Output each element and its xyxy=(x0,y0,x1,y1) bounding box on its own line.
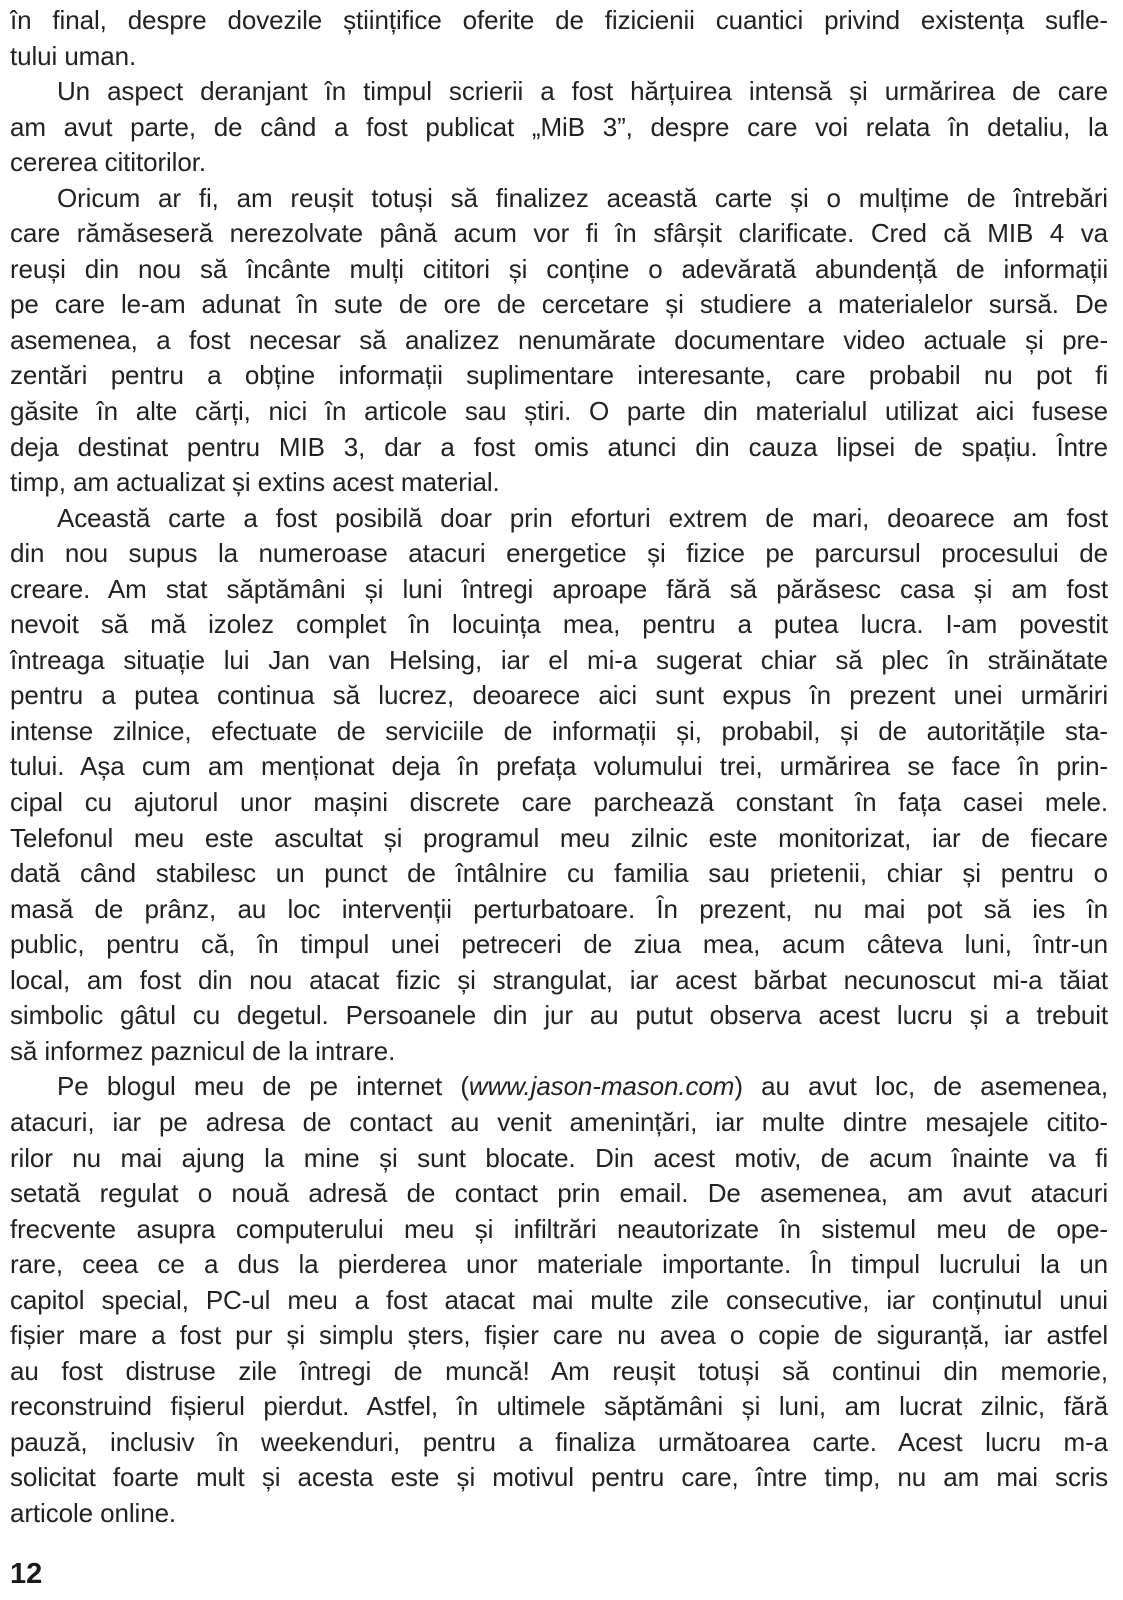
text-line: articole online. xyxy=(10,1497,177,1528)
text-line: setată regulat o nouă adresă de contact prin email. De asemenea, am avut atacuri xyxy=(10,1178,1108,1209)
text-line: din nou supus la numeroase atacuri energetice și fizice pe parcursul procesului de xyxy=(10,538,1108,569)
text-line: masă de prânz, au loc intervenții perturbatoare. În prezent, nu mai pot să ies în xyxy=(10,893,1108,924)
text-line: capitol special, PC-ul meu a fost atacat mai multe zile consecutive, iar conținutul unui xyxy=(10,1284,1108,1315)
text-line: rilor nu mai ajung la mine și sunt blocate. Din acest motiv, de acum înainte va fi xyxy=(10,1142,1108,1173)
url-text: www.jason-mason.com xyxy=(468,1071,735,1102)
text-line xyxy=(10,1069,1108,1105)
page-text xyxy=(10,3,1108,1532)
text-line: am avut parte, de când a fost publicat „MiB 3”, despre care voi relata în detaliu, la xyxy=(10,111,1108,142)
paragraph xyxy=(10,1069,1108,1531)
paragraph xyxy=(10,181,1108,501)
text-line: timp, am actualizat și extins acest material. xyxy=(10,467,500,498)
text-line: Un aspect deranjant în timpul scrierii a fost hărțuirea intensă și urmărirea de care xyxy=(57,76,1108,107)
text-line: reuși din nou să încânte mulți cititori și conține o adevărată abundență de informații xyxy=(10,253,1108,284)
text-line: intense zilnice, efectuate de serviciile de informații și, probabil, și de autoritățile sta- xyxy=(10,715,1108,746)
paragraph xyxy=(10,501,1108,1070)
text-line: simbolic gâtul cu degetul. Persoanele din jur au putut observa acest lucru și a trebuit xyxy=(10,1000,1108,1031)
text-line: în final, despre dovezile științifice oferite de fizicienii cuantici privind existența sufle- xyxy=(10,5,1108,35)
text-line: Această carte a fost posibilă doar prin eforturi extrem de mari, deoarece am fost xyxy=(57,502,1108,533)
text-line: public, pentru că, în timpul unei petreceri de ziua mea, acum câteva luni, într-un xyxy=(10,929,1108,960)
paragraph xyxy=(10,74,1108,181)
text-line: întreaga situație lui Jan van Helsing, iar el mi-a sugerat chiar să plec în străinătate xyxy=(10,644,1108,675)
text-line: zentări pentru a obține informații suplimentare interesante, care probabil nu pot fi xyxy=(10,360,1108,391)
text-line: dată când stabilesc un punct de întâlnire cu familia sau prietenii, chiar și pentru o xyxy=(10,858,1108,889)
text-line: atacuri, iar pe adresa de contact au venit amenințări, iar multe dintre mesajele citito- xyxy=(10,1106,1108,1137)
text-line: au fost distruse zile întregi de muncă! Am reușit totuși să continui din memorie, xyxy=(10,1355,1108,1386)
text-segment: ) au avut loc, de asemenea, xyxy=(734,1071,1108,1102)
text-line: local, am fost din nou atacat fizic și strangulat, iar acest bărbat necunoscut mi-a tăiat xyxy=(10,964,1108,995)
text-line: cererea cititorilor. xyxy=(10,147,206,178)
text-line: solicitat foarte mult și acesta este și motivul pentru care, între timp, nu am mai scris xyxy=(10,1462,1108,1493)
text-line: pe care le-am adunat în sute de ore de cercetare și studiere a materialelor sursă. De xyxy=(10,289,1108,320)
text-line: tului. Așa cum am menționat deja în prefața volumului trei, urmărirea se face în prin- xyxy=(10,751,1108,782)
paragraph xyxy=(10,3,1108,74)
text-line: găsite în alte cărți, nici în articole sau știri. O parte din materialul utilizat aici fusese xyxy=(10,396,1108,427)
text-line: deja destinat pentru MIB 3, dar a fost omis atunci din cauza lipsei de spațiu. Între xyxy=(10,431,1108,462)
text-line: asemenea, a fost necesar să analizez nenumărate documentare video actuale și pre- xyxy=(10,324,1108,355)
page-number: 12 xyxy=(10,1557,43,1590)
text-line: reconstruind fișierul pierdut. Astfel, în ultimele săptămâni și luni, am lucrat zilnic, fără xyxy=(10,1391,1108,1422)
text-line: nevoit să mă izolez complet în locuința mea, pentru a putea lucra. I-am povestit xyxy=(10,609,1108,640)
text-line: creare. Am stat săptămâni și luni întregi aproape fără să părăsesc casa și am fost xyxy=(10,573,1108,604)
text-segment: Pe blogul meu de pe internet ( xyxy=(57,1071,469,1102)
text-line: Telefonul meu este ascultat și programul meu zilnic este monitorizat, iar de fiecare xyxy=(10,822,1108,853)
text-line: Oricum ar fi, am reușit totuși să finalizez această carte și o mulțime de întrebări xyxy=(57,182,1108,213)
text-line: care rămăseseră nerezolvate până acum vor fi în sfârșit clarificate. Cred că MIB 4 va xyxy=(10,218,1108,249)
text-line: cipal cu ajutorul unor mașini discrete care parchează constant în fața casei mele. xyxy=(10,787,1108,818)
text-line: pauză, inclusiv în weekenduri, pentru a finaliza următoarea carte. Acest lucru m-a xyxy=(10,1426,1108,1457)
text-line: frecvente asupra computerului meu și infiltrări neautorizate în sistemul meu de ope- xyxy=(10,1213,1108,1244)
text-line: fișier mare a fost pur și simplu șters, fișier care nu avea o copie de siguranță, iar astfel xyxy=(10,1320,1108,1351)
text-line: tului uman. xyxy=(10,40,137,71)
text-line: să informez paznicul de la intrare. xyxy=(10,1035,396,1066)
text-line: rare, ceea ce a dus la pierderea unor materiale importante. În timpul lucrului la un xyxy=(10,1249,1108,1280)
text-line: pentru a putea continua să lucrez, deoarece aici sunt expus în prezent unei urmăriri xyxy=(10,680,1108,711)
